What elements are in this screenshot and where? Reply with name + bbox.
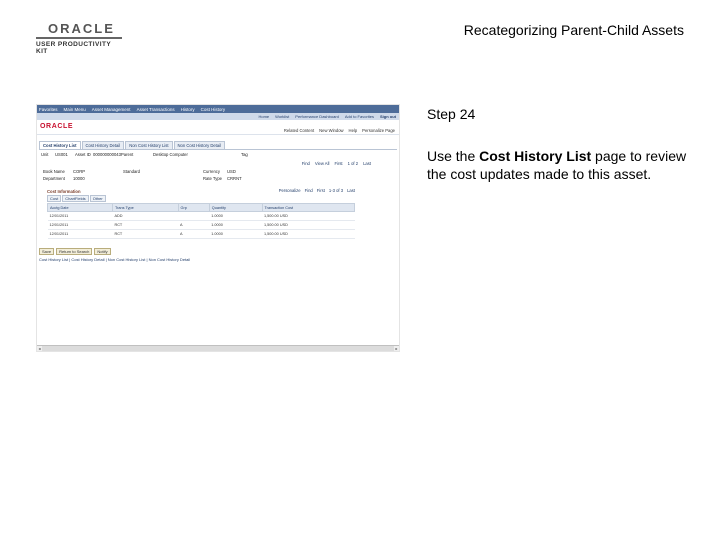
grid-tab-other[interactable]: Other: [90, 195, 106, 202]
cell-quantity: 1.0000: [209, 212, 262, 221]
book-navigation: [302, 161, 371, 166]
app-menubar: [37, 105, 399, 113]
book-name-value: CORP: [73, 169, 86, 174]
performance-dashboard-link[interactable]: Performance Dashboard: [295, 114, 339, 119]
add-to-favorites-link[interactable]: Add to Favorites: [344, 114, 374, 119]
asset-id-value: 000000000043: [93, 152, 121, 157]
book-row: [43, 169, 273, 176]
personalize-link[interactable]: Personalize: [278, 188, 301, 193]
page-toolbar: [284, 128, 395, 133]
cell-group: A: [178, 221, 209, 230]
currency-label: Currency: [203, 169, 220, 174]
notify-button[interactable]: Notify: [94, 248, 110, 255]
app-oracle-logo: ORACLE: [40, 123, 74, 130]
standard-label: Standard: [123, 169, 140, 174]
upk-wordmark: USER PRODUCTIVITY KIT: [36, 37, 122, 55]
cell-cost: 1,500.00 USD: [262, 212, 355, 221]
cell-cost: 1,500.00 USD: [262, 230, 355, 239]
menu-main[interactable]: Main Menu: [63, 106, 86, 112]
action-buttons: [39, 248, 111, 255]
cost-history-table: [47, 203, 355, 239]
cell-quantity: 1.0000: [209, 230, 262, 239]
tab-cost-history-detail[interactable]: Cost History Detail: [82, 141, 125, 150]
table-row: [48, 221, 355, 230]
asset-id-label: Asset ID: [75, 152, 91, 157]
grid-tabs: [47, 195, 106, 202]
related-content-link[interactable]: Related Content: [283, 128, 315, 133]
cell-date: 12/01/2011: [48, 212, 113, 221]
worklist-link[interactable]: Worklist: [275, 114, 290, 119]
tag-label: Tag: [241, 152, 248, 157]
table-header-row: [48, 204, 355, 212]
department-value: 10000: [73, 176, 85, 181]
return-to-search-button[interactable]: Return to Search: [56, 248, 92, 255]
table-row: [48, 230, 355, 239]
grid-last-link[interactable]: Last: [347, 188, 355, 193]
instruction-text-after: page to review the cost updates made to this asset.: [427, 148, 687, 182]
asset-header: [41, 152, 395, 160]
range-indicator: 1 of 2: [347, 161, 359, 166]
cell-trans-type: RCT: [112, 230, 178, 239]
book-details: [43, 169, 273, 183]
grid-tab-cost[interactable]: Cost: [47, 195, 61, 202]
instruction-page-name: Cost History List: [479, 148, 592, 164]
col-group[interactable]: Grp: [178, 204, 209, 212]
cell-cost: 1,500.00 USD: [262, 221, 355, 230]
cell-group: A: [178, 230, 209, 239]
unit-value: US001: [55, 152, 68, 157]
department-row: [43, 176, 273, 183]
help-link[interactable]: Help: [348, 128, 358, 133]
menu-cost-history[interactable]: Cost History: [200, 106, 226, 112]
menu-asset-transactions[interactable]: Asset Transactions: [136, 106, 175, 112]
horizontal-scrollbar[interactable]: [37, 345, 399, 351]
col-transaction-cost[interactable]: Transaction Cost: [262, 204, 355, 212]
unit-label: Unit: [41, 152, 49, 157]
step-label: Step 24: [427, 106, 476, 122]
oracle-upk-logo: [36, 22, 136, 55]
cost-information-title: Cost Information: [47, 189, 81, 194]
save-button[interactable]: Save: [39, 248, 54, 255]
grid-find-link[interactable]: Find: [304, 188, 313, 193]
col-quantity[interactable]: Quantity: [209, 204, 262, 212]
grid-first-link[interactable]: First: [316, 188, 325, 193]
step-instruction: [427, 147, 689, 183]
first-link[interactable]: First: [334, 161, 343, 166]
personalize-page-link[interactable]: Personalize Page: [362, 128, 395, 133]
menu-asset-management[interactable]: Asset Management: [91, 106, 131, 112]
cell-date: 12/01/2011: [48, 221, 113, 230]
book-name-label: Book Name: [43, 169, 65, 174]
scroll-left-icon[interactable]: ◂: [38, 346, 41, 351]
instruction-text-before: Use the: [427, 148, 480, 164]
tab-non-cost-history-list[interactable]: Non Cost History List: [125, 141, 172, 150]
rate-type-label: Rate Type: [203, 176, 223, 181]
grid-tab-chartfields[interactable]: ChartFields: [62, 195, 88, 202]
find-link[interactable]: Find: [301, 161, 310, 166]
col-acctg-date[interactable]: Acctg Date: [48, 204, 113, 212]
cell-quantity: 1.0000: [209, 221, 262, 230]
tab-cost-history-list[interactable]: Cost History List: [39, 141, 81, 150]
cost-grid-navigation: [279, 188, 355, 193]
department-label: Department: [43, 176, 65, 181]
col-trans-type[interactable]: Trans Type: [112, 204, 178, 212]
home-link[interactable]: Home: [258, 114, 270, 119]
asset-type: Parent: [121, 152, 134, 157]
footer-page-links[interactable]: Cost History List | Cost History Detail | Non Cost History List | Non Cost History Detail: [39, 257, 191, 262]
currency-value: USD: [227, 169, 236, 174]
rate-type-value: CRRNT: [227, 176, 242, 181]
cell-trans-type: RCT: [112, 221, 178, 230]
scroll-right-icon[interactable]: ▸: [395, 346, 398, 351]
sign-out-link[interactable]: Sign out: [380, 114, 396, 119]
tab-non-cost-history-detail[interactable]: Non Cost History Detail: [174, 141, 226, 150]
new-window-link[interactable]: New Window: [319, 128, 344, 133]
cell-group: [178, 212, 209, 221]
menu-favorites[interactable]: Favorites: [39, 106, 58, 112]
cell-trans-type: ADD: [112, 212, 178, 221]
oracle-wordmark: ORACLE: [48, 21, 115, 36]
asset-description: Desktop Computer: [153, 152, 188, 157]
menu-history[interactable]: History: [180, 106, 195, 112]
table-row: [48, 212, 355, 221]
view-all-link[interactable]: View All: [314, 161, 330, 166]
application-screenshot: [36, 104, 400, 352]
cell-date: 12/01/2011: [48, 230, 113, 239]
last-link[interactable]: Last: [363, 161, 371, 166]
page-title: Recategorizing Parent-Child Assets: [463, 22, 684, 38]
grid-range-indicator: 1-3 of 3: [328, 188, 344, 193]
header-links: [37, 113, 399, 120]
tab-divider: [39, 149, 397, 150]
